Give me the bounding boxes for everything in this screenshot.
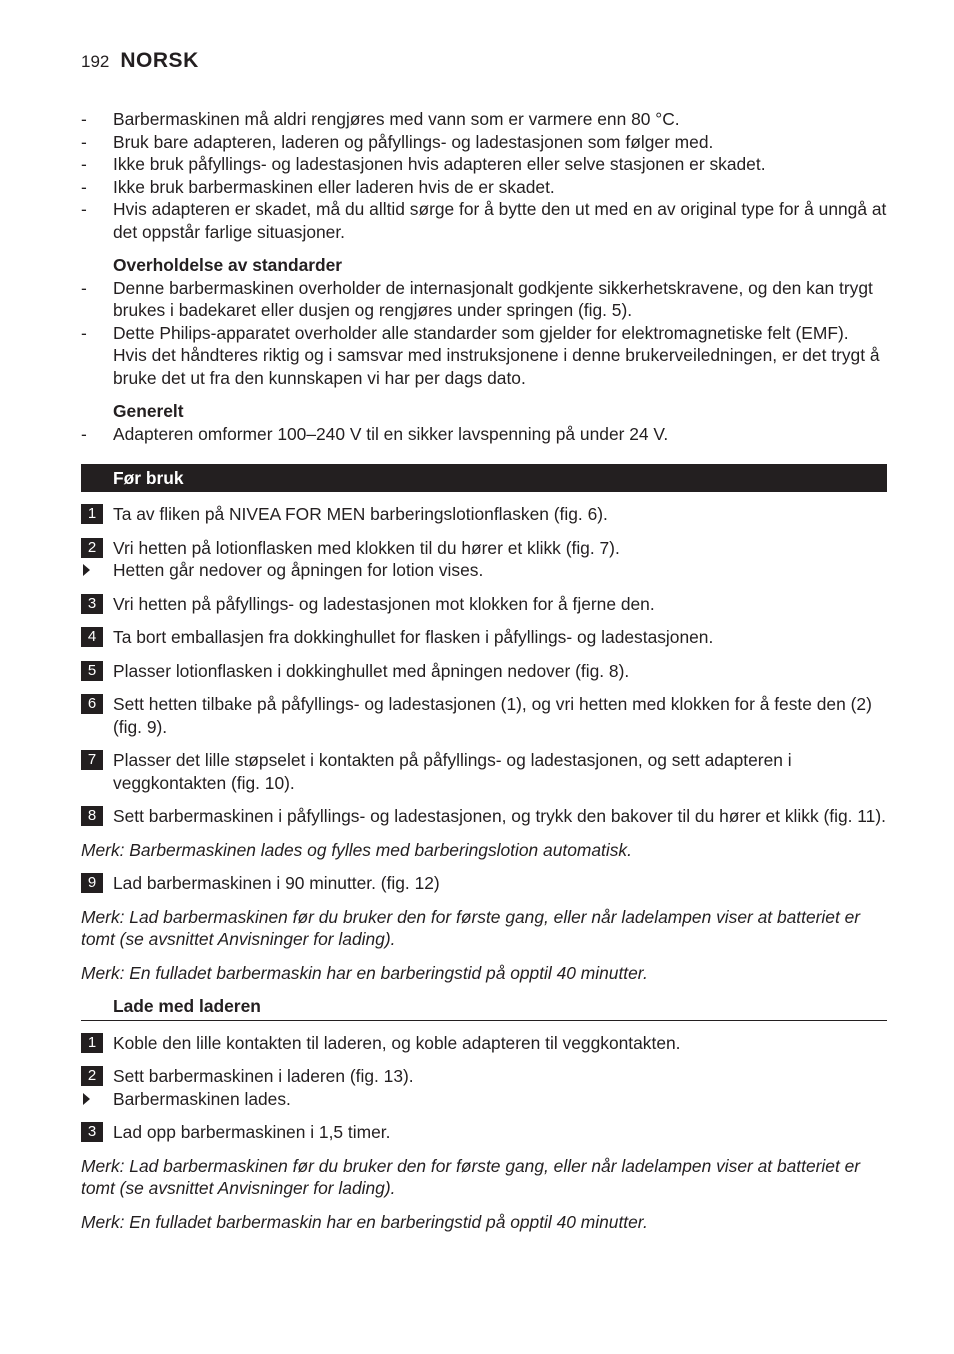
page-header <box>81 49 199 73</box>
list-item: - Bruk bare adapteren, laderen og påfyllings- og ladestasjonen som følger med. <box>81 131 714 152</box>
note-text: Merk: En fulladet barbermaskin har en barberingstid på opptil 40 minutter. <box>81 1211 648 1232</box>
result-arrow-icon <box>83 1093 90 1105</box>
step-item: 9 Lad barbermaskinen i 90 minutter. (fig. 12) <box>81 872 887 895</box>
list-item: - Barbermaskinen må aldri rengjøres med vann som er varmere enn 80 °C. <box>81 109 680 129</box>
step-result: Hetten går nedover og åpningen for lotion vises. <box>81 559 887 582</box>
charger-heading: Lade med laderen <box>81 995 887 1021</box>
step-item: 4 Ta bort emballasjen fra dokkinghullet for flasken i påfyllings- og ladestasjonen. <box>81 626 887 649</box>
general-heading: Generelt <box>113 401 184 421</box>
step-item: 5 Plasser lotionflasken i dokkinghullet med åpningen nedover (fig. 8). <box>81 660 887 683</box>
list-item: - Ikke bruk påfyllings- og ladestasjonen hvis adapteren eller selve stasjonen er skadet. <box>81 154 766 174</box>
step-item: 1 Ta av fliken på NIVEA FOR MEN barberingslotionflasken (fig. 6). <box>81 503 887 526</box>
step-item: 8 Sett barbermaskinen i påfyllings- og ladestasjonen, og trykk den bakover til du hører et klikk (fig. 11). <box>81 805 887 828</box>
list-item: - Dette Philips-apparatet overholder alle standarder som gjelder for elektromagnetiske felt (EMF). Hvis det håndteres riktig og i samsvar med instruksjonene i denne brukerveiledningen, er det trygt å bruke det ut fra den kunnskapen vi har per dags dato. <box>81 322 880 388</box>
list-item: - Adapteren omformer 100–240 V til en sikker lavspenning på under 24 V. <box>81 423 669 444</box>
note-text: Merk: Lad barbermaskinen før du bruker den for første gang, eller når ladelampen viser at batteriet er tomt (se avsnittet Anvisninger for lading). <box>81 1155 861 1198</box>
note-text: Merk: En fulladet barbermaskin har en barberingstid på opptil 40 minutter. <box>81 962 648 983</box>
before-use-section-bar: Før bruk <box>81 464 887 492</box>
step-item: 3 Lad opp barbermaskinen i 1,5 timer. <box>81 1121 887 1144</box>
list-item: - Denne barbermaskinen overholder de internasjonalt godkjente sikkerhetskravene, og den kan trygt brukes i badekaret eller dusjen og rengjøres under springen (fig. 5). <box>81 277 873 320</box>
step-item: 1 Koble den lille kontakten til laderen, og koble adapteren til veggkontakten. <box>81 1032 887 1055</box>
compliance-heading: Overholdelse av standarder <box>113 255 343 275</box>
list-item: - Hvis adapteren er skadet, må du alltid sørge for å bytte den ut med en av original type for å unngå at det oppstår farlige situasjoner. <box>81 199 887 242</box>
page-content <box>81 108 887 1233</box>
step-item: 2 Sett barbermaskinen i laderen (fig. 13). <box>81 1065 887 1088</box>
step-result: Barbermaskinen lades. <box>81 1088 887 1111</box>
list-item: - Ikke bruk barbermaskinen eller laderen hvis de er skadet. <box>81 176 555 197</box>
note-text: Merk: Lad barbermaskinen før du bruker den for første gang, eller når ladelampen viser at batteriet er tomt (se avsnittet Anvisninger for lading). <box>81 906 861 949</box>
step-item: 6 Sett hetten tilbake på påfyllings- og ladestasjonen (1), og vri hetten med klokken for å feste den (2) (fig. 9). <box>81 693 887 738</box>
warnings-list <box>81 108 887 243</box>
step-item: 3 Vri hetten på påfyllings- og ladestasjonen mot klokken for å fjerne den. <box>81 593 887 616</box>
result-arrow-icon <box>83 564 90 576</box>
note-text: Merk: Barbermaskinen lades og fylles med barberingslotion automatisk. <box>81 839 632 860</box>
language-heading: NORSK <box>120 49 199 72</box>
step-item: 7 Plasser det lille støpselet i kontakten på påfyllings- og ladestasjonen, og sett adapteren i veggkontakten (fig. 10). <box>81 749 887 794</box>
page-number: 192 <box>81 52 110 71</box>
step-item: 2 Vri hetten på lotionflasken med klokken til du hører et klikk (fig. 7). <box>81 537 887 560</box>
